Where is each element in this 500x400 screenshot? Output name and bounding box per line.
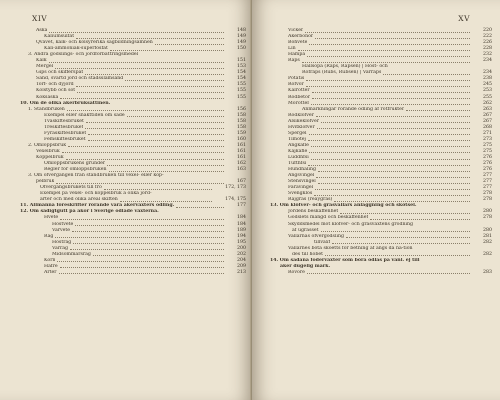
toc-entry-page: 150 xyxy=(237,46,246,52)
toc-entry-page: 184 xyxy=(237,215,246,221)
toc-entry-title: Sand, svartd jord och stadsslamsand xyxy=(36,76,124,82)
toc-entry-title: Aska xyxy=(36,28,48,33)
page-number-right: XV xyxy=(458,14,470,23)
toc-entry-page: 238 xyxy=(483,76,492,82)
dot-leader xyxy=(110,50,224,51)
toc-entry-page: 222 xyxy=(483,34,492,40)
toc-entry-title: Hvitklöfver xyxy=(288,124,315,130)
toc-entry-page: 155 xyxy=(237,88,246,94)
toc-entry-page: 161 xyxy=(237,148,246,154)
dot-leader xyxy=(75,225,224,226)
toc-entry-page: 155 xyxy=(237,94,246,100)
toc-entry-page: 195 xyxy=(237,239,246,245)
toc-entry-page: 204 xyxy=(237,257,246,263)
toc-entry-page: 154 xyxy=(237,76,246,82)
dot-leader xyxy=(93,255,224,256)
toc-entry-page: 163 xyxy=(237,167,246,173)
dot-leader xyxy=(312,92,470,93)
toc-entry-page: 283 xyxy=(483,269,492,275)
toc-entry-title: tillväxt xyxy=(314,239,331,245)
dot-leader xyxy=(302,62,470,63)
toc-entry-title: Rovöre xyxy=(288,269,305,275)
toc-entry-title: Höstvete xyxy=(52,221,74,227)
toc-entry-page: 271 xyxy=(483,130,492,136)
dot-leader xyxy=(76,86,224,87)
dot-leader xyxy=(66,159,224,160)
toc-entry-title: Rofraps (Rübs, Rübsen) | Vårraps xyxy=(302,70,382,76)
toc-entry xyxy=(10,270,246,276)
toc-entry-title: Öfvergångsbrukets till fro xyxy=(40,185,102,191)
dot-leader xyxy=(311,104,470,105)
toc-entry-page: 209 xyxy=(237,263,246,269)
toc-entry-title: Vicker xyxy=(288,28,304,33)
toc-entry-page: 267 xyxy=(483,112,492,118)
toc-entry-page: 184 xyxy=(237,221,246,227)
toc-left xyxy=(10,28,246,276)
dot-leader xyxy=(72,231,224,232)
toc-entry-page: 200 xyxy=(237,245,246,251)
dot-leader xyxy=(325,255,470,256)
page-number-left: XIV xyxy=(32,14,48,23)
toc-entry-title: Luddhfsi xyxy=(288,154,309,160)
dot-leader xyxy=(306,86,470,87)
dot-leader xyxy=(109,171,225,172)
toc-entry-title: Korn xyxy=(44,257,56,263)
toc-entry-page: 189 xyxy=(237,227,246,233)
toc-entry-title: Fåravingel xyxy=(288,185,314,191)
toc-entry-title: 3. Om öfvergången från ständbruken till vexel- eller kop- xyxy=(28,173,164,179)
toc-entry-title: Hafre xyxy=(44,263,58,269)
toc-entry-title: Rödbetor xyxy=(288,94,311,100)
dot-leader xyxy=(318,183,470,184)
dot-leader xyxy=(67,110,224,111)
dot-leader xyxy=(308,140,470,141)
toc-entry-title: Kålrötter xyxy=(288,88,310,94)
toc-entry-title: åker dugelig mark. xyxy=(280,263,331,269)
dot-leader xyxy=(60,98,224,99)
toc-entry-title: Kaliumsulfat xyxy=(44,34,75,40)
dot-leader xyxy=(57,261,224,262)
dot-leader xyxy=(309,134,470,135)
dot-leader xyxy=(176,207,224,208)
dot-leader xyxy=(318,171,470,172)
toc-entry-page: 276 xyxy=(483,167,492,173)
toc-entry-page: 255 xyxy=(483,94,492,100)
dot-leader xyxy=(55,68,224,69)
dot-leader xyxy=(88,134,224,135)
toc-entry-title: Spergel xyxy=(288,130,307,136)
toc-entry-page: 278 xyxy=(483,215,492,221)
toc-entry-title: Åkerbönor xyxy=(288,34,314,40)
toc-entry-title: Vallarnas öfvergödsling xyxy=(288,233,344,239)
toc-entry-page: 213 xyxy=(237,269,246,275)
toc-entry-title: Raps xyxy=(288,58,300,64)
toc-entry-page: 149 xyxy=(237,40,246,46)
dot-leader xyxy=(308,165,470,166)
toc-entry-title: 14. Om sådana foderväxter som böra odlas på vanl. ej till xyxy=(270,257,420,263)
toc-entry-title: Ängkafle xyxy=(288,142,309,148)
toc-entry-title: Koksaska xyxy=(36,94,59,100)
toc-entry-page: 275 xyxy=(483,142,492,148)
toc-entry-title: Kalk xyxy=(36,58,47,64)
toc-entry-title: 10. Om de olika åkerbruksattinen. xyxy=(20,100,111,106)
toc-entry-page: 276 xyxy=(483,154,492,160)
toc-right xyxy=(262,28,492,276)
dot-leader xyxy=(312,98,470,99)
toc-entry-title: Skyddsmedel mot klöfver- och gräsväxtens grödning xyxy=(288,221,414,227)
dot-leader xyxy=(311,159,470,160)
toc-entry-title: 13. Om klöfver- och gräsvallars anläggning och skötsel. xyxy=(270,203,417,209)
dot-leader xyxy=(85,74,224,75)
toc-entry-page: 172, 173 xyxy=(225,185,246,191)
toc-entry-page: 151 xyxy=(237,58,246,64)
right-page xyxy=(252,0,500,400)
dot-leader xyxy=(76,38,224,39)
toc-entry-page: 278 xyxy=(483,191,492,197)
toc-entry-title: Ärter xyxy=(44,269,57,275)
dot-leader xyxy=(73,243,224,244)
dot-leader xyxy=(332,243,470,244)
dot-leader xyxy=(85,128,224,129)
toc-entry-page: 282 xyxy=(483,251,492,257)
toc-entry-page: 159 xyxy=(237,130,246,136)
toc-entry-page: 158 xyxy=(237,118,246,124)
toc-entry-title: Råg xyxy=(44,233,54,239)
toc-entry-page: 276 xyxy=(483,161,492,167)
toc-entry-title: pelbruk xyxy=(36,179,55,185)
dot-leader xyxy=(311,146,470,147)
dot-leader xyxy=(104,189,212,190)
toc-entry-title: Lin xyxy=(288,46,296,52)
toc-entry-page: 202 xyxy=(237,251,246,257)
dot-leader xyxy=(59,273,224,274)
toc-entry-title: Kolstybb och sot xyxy=(36,88,76,94)
toc-entry-title: Jordens beskaffenhet xyxy=(288,209,339,215)
toc-entry-title: Gips och skifferspat xyxy=(36,70,84,76)
toc-entry-title: Hvete xyxy=(44,215,59,221)
dot-leader xyxy=(77,92,224,93)
toc-entry-title: Hundhäling xyxy=(288,167,316,173)
dot-leader xyxy=(307,273,470,274)
dot-leader xyxy=(107,165,224,166)
dot-leader xyxy=(340,213,470,214)
dot-leader xyxy=(334,201,470,202)
toc-entry-page: 153 xyxy=(237,64,246,70)
toc-entry-page: 158 xyxy=(237,112,246,118)
toc-entry-title: Kali-ammoniak-superfosfat xyxy=(44,46,108,52)
dot-leader xyxy=(370,219,470,220)
toc-entry-title: Vårråg xyxy=(52,245,69,251)
toc-entry-title: 12. Om sädigtgutt på åkor i Sverige odlade växterna. xyxy=(20,209,159,215)
toc-entry-page: 162 xyxy=(237,161,246,167)
toc-entry-page: 275 xyxy=(483,148,492,154)
dot-leader xyxy=(317,128,470,129)
toc-entry-page: 268 xyxy=(483,124,492,130)
dot-leader xyxy=(321,122,470,123)
toc-entry-title: Qvävet, kalk- och kolsyrerika sågbildningsämnen xyxy=(36,40,153,46)
toc-entry-title: Omloppsbrukens grunder xyxy=(44,161,106,167)
toc-entry-page: 277 xyxy=(483,185,492,191)
toc-entry-page: 156 xyxy=(237,106,246,112)
toc-entry-page: 149 xyxy=(237,34,246,40)
dot-leader xyxy=(306,80,470,81)
dot-leader xyxy=(56,183,224,184)
toc-entry-page: 161 xyxy=(237,154,246,160)
dot-leader xyxy=(309,44,470,45)
toc-entry-title: Gödslets mängd och beskaffenhet xyxy=(288,215,369,221)
dot-leader xyxy=(60,219,224,220)
toc-entry-page: 280 xyxy=(483,227,492,233)
toc-entry-title: Vårvete xyxy=(52,227,71,233)
toc-entry-page: 253 xyxy=(483,88,492,94)
dot-leader xyxy=(49,32,224,33)
toc-entry-page: 167 xyxy=(237,179,246,185)
toc-entry-title: Vallarnes böta skoetts för betning af ängs da na-tion xyxy=(288,245,413,251)
toc-entry-title: Regler för omloppsbruken xyxy=(44,167,107,173)
toc-entry-title: Exempel på vexel- och koppelbruk å olika jord- xyxy=(40,191,152,197)
toc-entry-title: Mergel xyxy=(36,64,54,70)
toc-entry xyxy=(262,270,492,276)
toc-entry-page: 234 xyxy=(483,70,492,76)
toc-entry-page: 282 xyxy=(483,239,492,245)
toc-entry-title: 1. Ständbruken xyxy=(28,106,65,112)
toc-entry-title: Timotej xyxy=(288,136,307,142)
toc-entry-page: 161 xyxy=(237,142,246,148)
toc-entry-title: Torf- och dyjord xyxy=(36,82,74,88)
toc-entry-title: af ugrasset xyxy=(292,227,319,233)
dot-leader xyxy=(406,110,470,111)
toc-entry-page: 245 xyxy=(483,82,492,88)
toc-entry-title: des till höbet xyxy=(292,251,324,257)
dot-leader xyxy=(70,249,224,250)
toc-entry-title: Tvåskiftesbruket xyxy=(44,118,84,124)
toc-entry-page: 232 xyxy=(483,52,492,58)
toc-entry-page: 278 xyxy=(483,197,492,203)
toc-entry-title: Ängsvingel xyxy=(288,173,315,179)
toc-entry-title: Höstråg xyxy=(52,239,72,245)
toc-entry-page: 155 xyxy=(237,82,246,88)
dot-leader xyxy=(346,237,470,238)
toc-entry-title: Midsommarsråg xyxy=(52,251,91,257)
toc-entry-title: 2. Omloppsbruk xyxy=(28,142,67,148)
toc-entry-page: 160 xyxy=(237,136,246,142)
toc-entry-title: Treskiftesbruket xyxy=(44,124,84,130)
toc-entry-page: 158 xyxy=(237,124,246,130)
dot-leader xyxy=(127,116,224,117)
toc-entry-title: Stensvingel xyxy=(288,179,316,185)
toc-entry-page: 280 xyxy=(483,209,492,215)
dot-leader xyxy=(307,56,470,57)
toc-entry-page: 228 xyxy=(483,46,492,52)
toc-entry-title: Vexelbruk xyxy=(36,148,60,154)
toc-entry-page: 267 xyxy=(483,118,492,124)
toc-entry-title: Rofvor xyxy=(288,82,304,88)
dot-leader xyxy=(315,189,470,190)
toc-entry-title: Rödklöfver xyxy=(288,112,314,118)
toc-entry-title: Femskiftesbruket xyxy=(44,136,86,142)
toc-entry-page: 194 xyxy=(237,233,246,239)
dot-leader xyxy=(68,146,224,147)
dot-leader xyxy=(55,237,224,238)
toc-entry-page: 273 xyxy=(483,136,492,142)
toc-entry-page: 174, 175 xyxy=(225,197,246,203)
toc-entry-page: 220 xyxy=(483,28,492,33)
dot-leader xyxy=(305,32,470,33)
toc-entry-title: Rajgräs (reaygräs) xyxy=(288,197,333,203)
dot-leader xyxy=(125,80,224,81)
dot-leader xyxy=(62,152,224,153)
toc-entry-page: 148 xyxy=(237,28,246,33)
toc-entry-page: 263 xyxy=(483,106,492,112)
toc-entry-title: Potatis xyxy=(288,76,305,82)
toc-entry-title: Hampa xyxy=(288,52,306,58)
toc-entry-title: Morötter xyxy=(288,100,310,106)
toc-entry-page: 281 xyxy=(483,233,492,239)
toc-entry-title: Svengklos xyxy=(288,191,313,197)
dot-leader xyxy=(120,201,212,202)
toc-entry-title: Hällsopa (Raps, Rapsen) | Höst- och xyxy=(302,64,388,70)
toc-entry-page: 277 xyxy=(483,173,492,179)
toc-entry-title: Koppelbruk xyxy=(36,154,64,160)
dot-leader xyxy=(314,195,470,196)
toc-entry-page: 234 xyxy=(483,58,492,64)
toc-entry-page: 226 xyxy=(483,40,492,46)
dot-leader xyxy=(155,44,224,45)
dot-leader xyxy=(88,140,224,141)
dot-leader xyxy=(86,122,224,123)
toc-entry-title: Anmärkningar rörande odling af rotfrukter xyxy=(302,106,405,112)
toc-entry-title: Exempel eller snakttiden om såde xyxy=(44,112,125,118)
toc-entry-page: 262 xyxy=(483,100,492,106)
dot-leader xyxy=(316,177,470,178)
dot-leader xyxy=(383,74,470,75)
dot-leader xyxy=(321,231,470,232)
dot-leader xyxy=(298,50,470,51)
toc-entry-title: 11. Allmänna föreskrifter rörande våra åkerväxters odling. xyxy=(20,203,175,209)
toc-entry-title: Fyraskiftesbruket xyxy=(44,130,87,136)
toc-entry-title: Kajkafle xyxy=(288,148,308,154)
dot-leader xyxy=(49,62,224,63)
dot-leader xyxy=(315,38,470,39)
dot-leader xyxy=(309,152,470,153)
toc-entry-page: 154 xyxy=(237,70,246,76)
toc-entry-title: Bohvete xyxy=(288,40,308,46)
toc-entry-title: Tufthfsi xyxy=(288,161,307,167)
toc-entry-title: arter och med olika areal skiften xyxy=(40,197,118,203)
dot-leader xyxy=(60,267,224,268)
toc-entry-title: 3. Andra gödslings- och jordförbättringsmedel xyxy=(28,52,139,58)
toc-entry-title: Alsikeklöfver xyxy=(288,118,319,124)
toc-entry-page: 177 xyxy=(237,203,246,209)
toc-entry-page: 277 xyxy=(483,179,492,185)
dot-leader xyxy=(316,116,470,117)
